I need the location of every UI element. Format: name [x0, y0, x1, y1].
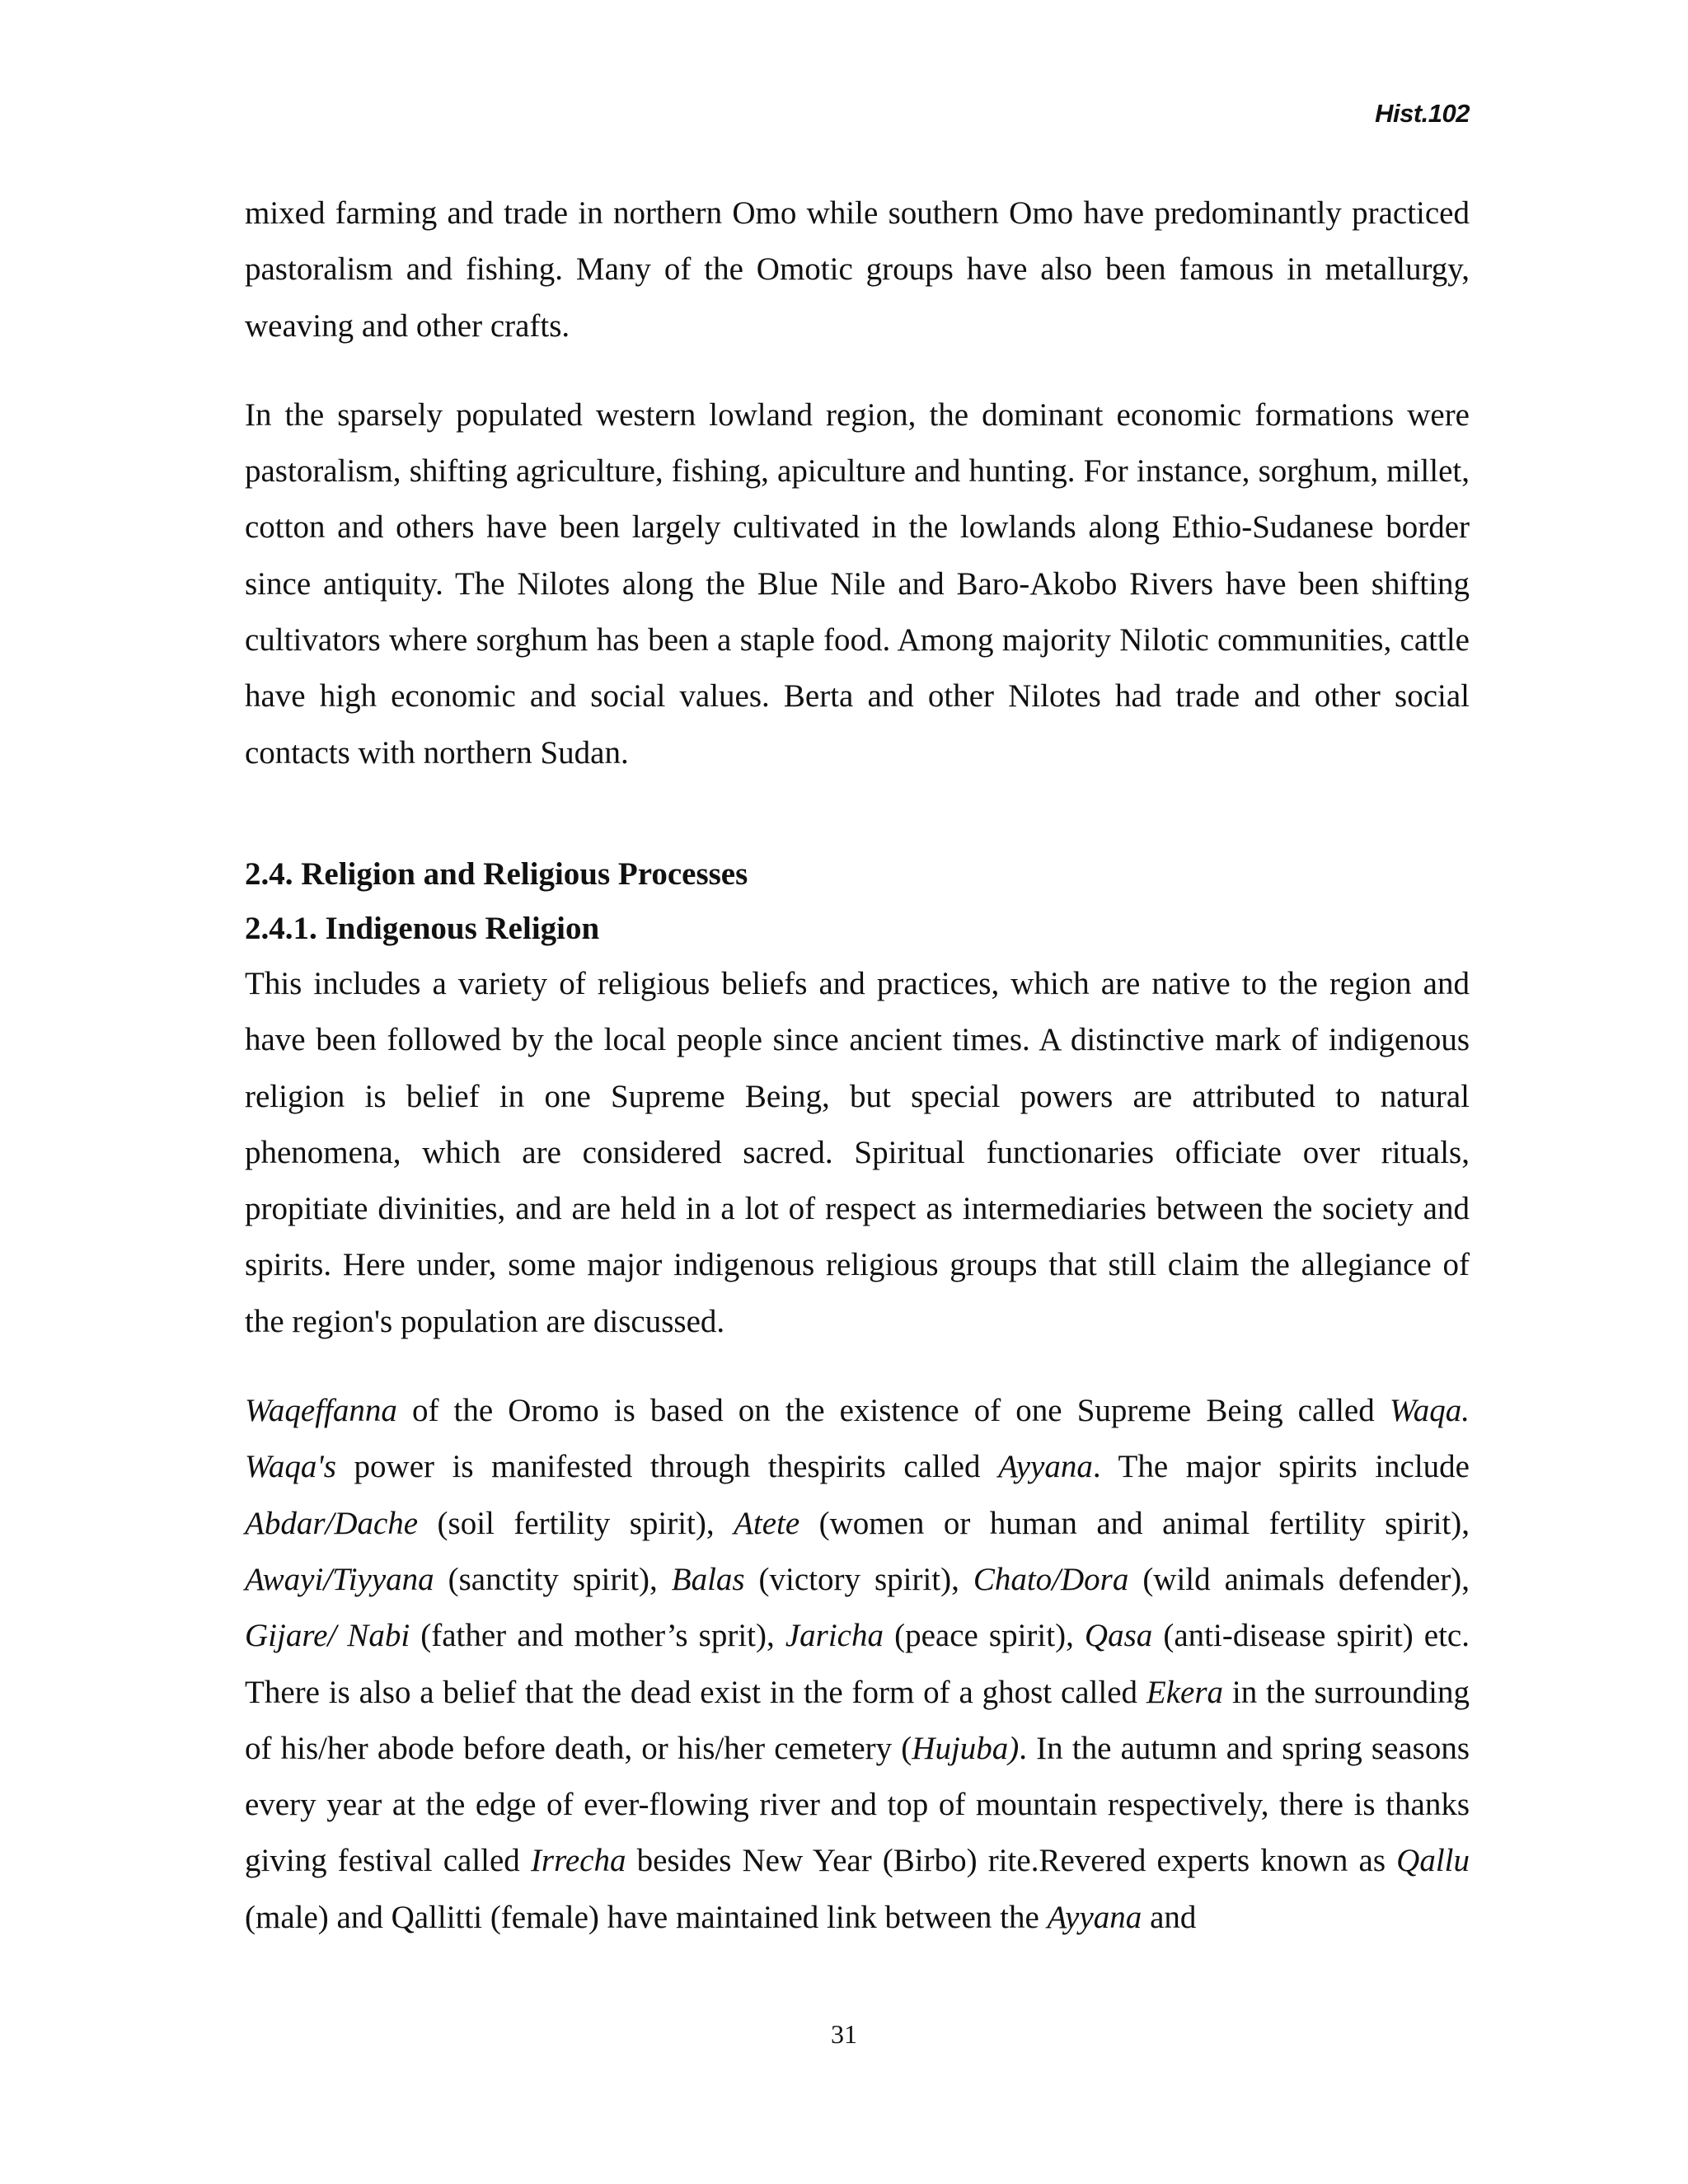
paragraph-omotic-economy: mixed farming and trade in northern Omo while southern Omo have predominantly practiced pastoralism and fishing. Many of the Omotic groups have also been famous in metallurgy, weaving and other crafts. [245, 195, 1470, 344]
italic-term: Irrecha [530, 1843, 626, 1879]
paragraph-text-run: (sanctity spirit), [434, 1561, 672, 1597]
italic-term: Atete [734, 1505, 800, 1541]
italic-term: Waqeffanna [245, 1393, 397, 1429]
subsection-heading: 2.4.1. Indigenous Religion [245, 910, 600, 946]
italic-term: Waqa. Waqa's [245, 1393, 1470, 1485]
italic-term: Ayyana [998, 1449, 1093, 1485]
italic-term: Qasa [1084, 1618, 1153, 1654]
page-body [245, 185, 1470, 1946]
paragraph-text-run: (peace spirit), [884, 1618, 1085, 1654]
paragraph-western-lowland: In the sparsely populated western lowland region, the dominant economic formations were pastoralism, shifting agriculture, fishing, apiculture and hunting. For instance, sorghum, millet, cotton and others have been largely cultivated in the lowlands along Ethio-Sudanese border since antiquity. The Nilotes along the Blue Nile and Baro-Akobo Rivers have been shifting cultivators where sorghum has been a staple food. Among majority Nilotic communities, cattle have high economic and social values. Berta and other Nilotes had trade and other social contacts with northern Sudan. [245, 396, 1470, 771]
paragraph-indigenous-religion: This includes a variety of religious beliefs and practices, which are native to the region and have been followed by the local people since ancient times. A distinctive mark of indigenous religion is belief in one Supreme Being, but special powers are attributed to natural phenomena, which are considered sacred. Spiritual functionaries officiate over rituals, propitiate divinities, and are held in a lot of respect as intermediaries between the society and spirits. Here under, some major indigenous religious groups that still claim the allegiance of the region's population are discussed. [245, 965, 1470, 1339]
paragraph-text-run: . The major spirits include [1092, 1449, 1470, 1485]
paragraph-waqeffanna [245, 1383, 1470, 1946]
paragraph-text-run: (victory spirit), [744, 1561, 973, 1597]
italic-term: Chato/Dora [973, 1561, 1129, 1597]
italic-term: Qallu [1396, 1843, 1470, 1879]
page-number: 31 [831, 2019, 857, 2049]
paragraph-text-run: in the surrounding of his/her abode before death, or his/her cemetery ( [245, 1674, 1470, 1766]
italic-term: Jaricha [785, 1618, 884, 1654]
italic-term: Gijare/ Nabi [245, 1618, 410, 1654]
paragraph-text-run: (anti-disease spirit) etc. There is also a belief that the dead exist in the form of a ghost called [245, 1618, 1470, 1710]
paragraph-text-run: (soil fertility spirit), [418, 1505, 734, 1541]
paragraph-text-run: power is manifested through thespirits called [335, 1449, 999, 1485]
paragraph-text-run: besides New Year (Birbo) rite.Revered experts known as [626, 1843, 1397, 1879]
running-header: Hist.102 [1375, 99, 1470, 128]
paragraph-text-run: . In the autumn and spring seasons every year at the edge of ever-flowing river and top of mountain respectively, there is thanks giving festival called [245, 1730, 1470, 1879]
italic-term: Awayi/Tiyyana [245, 1561, 434, 1597]
paragraph-text-run: (father and mother’s sprit), [410, 1618, 785, 1654]
paragraph-text-run: (women or human and animal fertility spirit), [799, 1505, 1470, 1541]
paragraph-text-run: (male) and Qallitti (female) have maintained link between the [245, 1899, 1048, 1935]
italic-term: Balas [671, 1561, 745, 1597]
italic-term: Abdar/Dache [245, 1505, 419, 1541]
paragraph-text-run: (wild animals defender), [1128, 1561, 1470, 1597]
italic-term: Ayyana [1047, 1899, 1142, 1935]
italic-term: Hujuba) [912, 1730, 1020, 1766]
paragraph-text-run: of the Oromo is based on the existence of one Supreme Being called [396, 1393, 1390, 1429]
italic-term: Ekera [1146, 1674, 1224, 1710]
section-heading: 2.4. Religion and Religious Processes [245, 855, 748, 892]
paragraph-text-run: and [1142, 1899, 1197, 1935]
